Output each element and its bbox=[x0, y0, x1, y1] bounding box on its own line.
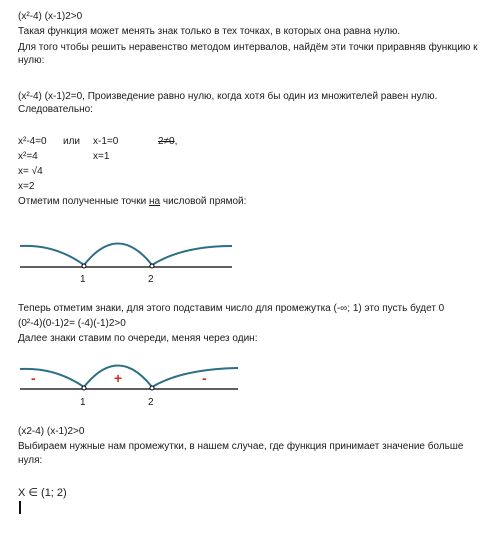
text-line: Следовательно: bbox=[18, 104, 93, 115]
text-cursor bbox=[19, 501, 21, 514]
text-line: нуля: bbox=[18, 455, 43, 466]
sign-arc bbox=[152, 368, 238, 387]
text-line: (0²-4)(0-1)2= (-4)(-1)2>0 bbox=[18, 318, 126, 329]
text-line: (x²-4) (x-1)2=0, Произведение равно нулю, когда хотя бы один из множителей равен нулю. bbox=[18, 91, 438, 102]
text-line: Выбираем нужные нам промежутки, в нашем случае, где функция принимает значение больше bbox=[18, 441, 464, 452]
text-part: числовой прямой: bbox=[160, 196, 247, 207]
equation: x= √4 bbox=[18, 166, 43, 177]
struck-text: 2≠0 bbox=[158, 136, 175, 147]
equation: x²=4 bbox=[18, 151, 38, 162]
comma: , bbox=[174, 136, 178, 147]
inequality-line: (x2-4) (x-1)2>0 bbox=[18, 426, 85, 437]
text-line: Такая функция может менять знак только в тех точках, в которых она равна нулю. bbox=[18, 26, 401, 37]
point-marker bbox=[82, 386, 86, 390]
sign-minus: - bbox=[202, 370, 207, 386]
point-marker bbox=[150, 386, 154, 390]
equation: x=1 bbox=[93, 151, 110, 162]
underlined-word: на bbox=[148, 196, 161, 207]
inequality-line: (x²-4) (x-1)2>0 bbox=[18, 11, 83, 22]
point-label: 2 bbox=[148, 397, 154, 408]
point-label: 1 bbox=[80, 274, 86, 285]
sign-minus: - bbox=[31, 370, 36, 386]
text-line: нулю: bbox=[18, 55, 45, 66]
equation: x-1=0 bbox=[93, 136, 119, 147]
equation: x²-4=0 bbox=[18, 136, 47, 147]
equation-or: или bbox=[63, 136, 81, 147]
text-line: Далее знаки ставим по очереди, меняя через один: bbox=[18, 333, 258, 344]
sign-arc bbox=[20, 369, 84, 387]
sign-plus: + bbox=[114, 370, 123, 386]
equation: x=2 bbox=[18, 181, 35, 192]
answer-line: X ∈ (1; 2) bbox=[18, 487, 67, 499]
point-label: 2 bbox=[148, 274, 154, 285]
text-line: Для того чтобы решить неравенство методом интервалов, найдём эти точки приравняв функцию к bbox=[18, 42, 478, 53]
point-label: 1 bbox=[80, 397, 86, 408]
text-part: Отметим полученные точки bbox=[18, 196, 149, 207]
text-line: Теперь отметим знаки, для этого подставим число для промежутка (-∞; 1) это пусть будет 0 bbox=[18, 303, 445, 314]
